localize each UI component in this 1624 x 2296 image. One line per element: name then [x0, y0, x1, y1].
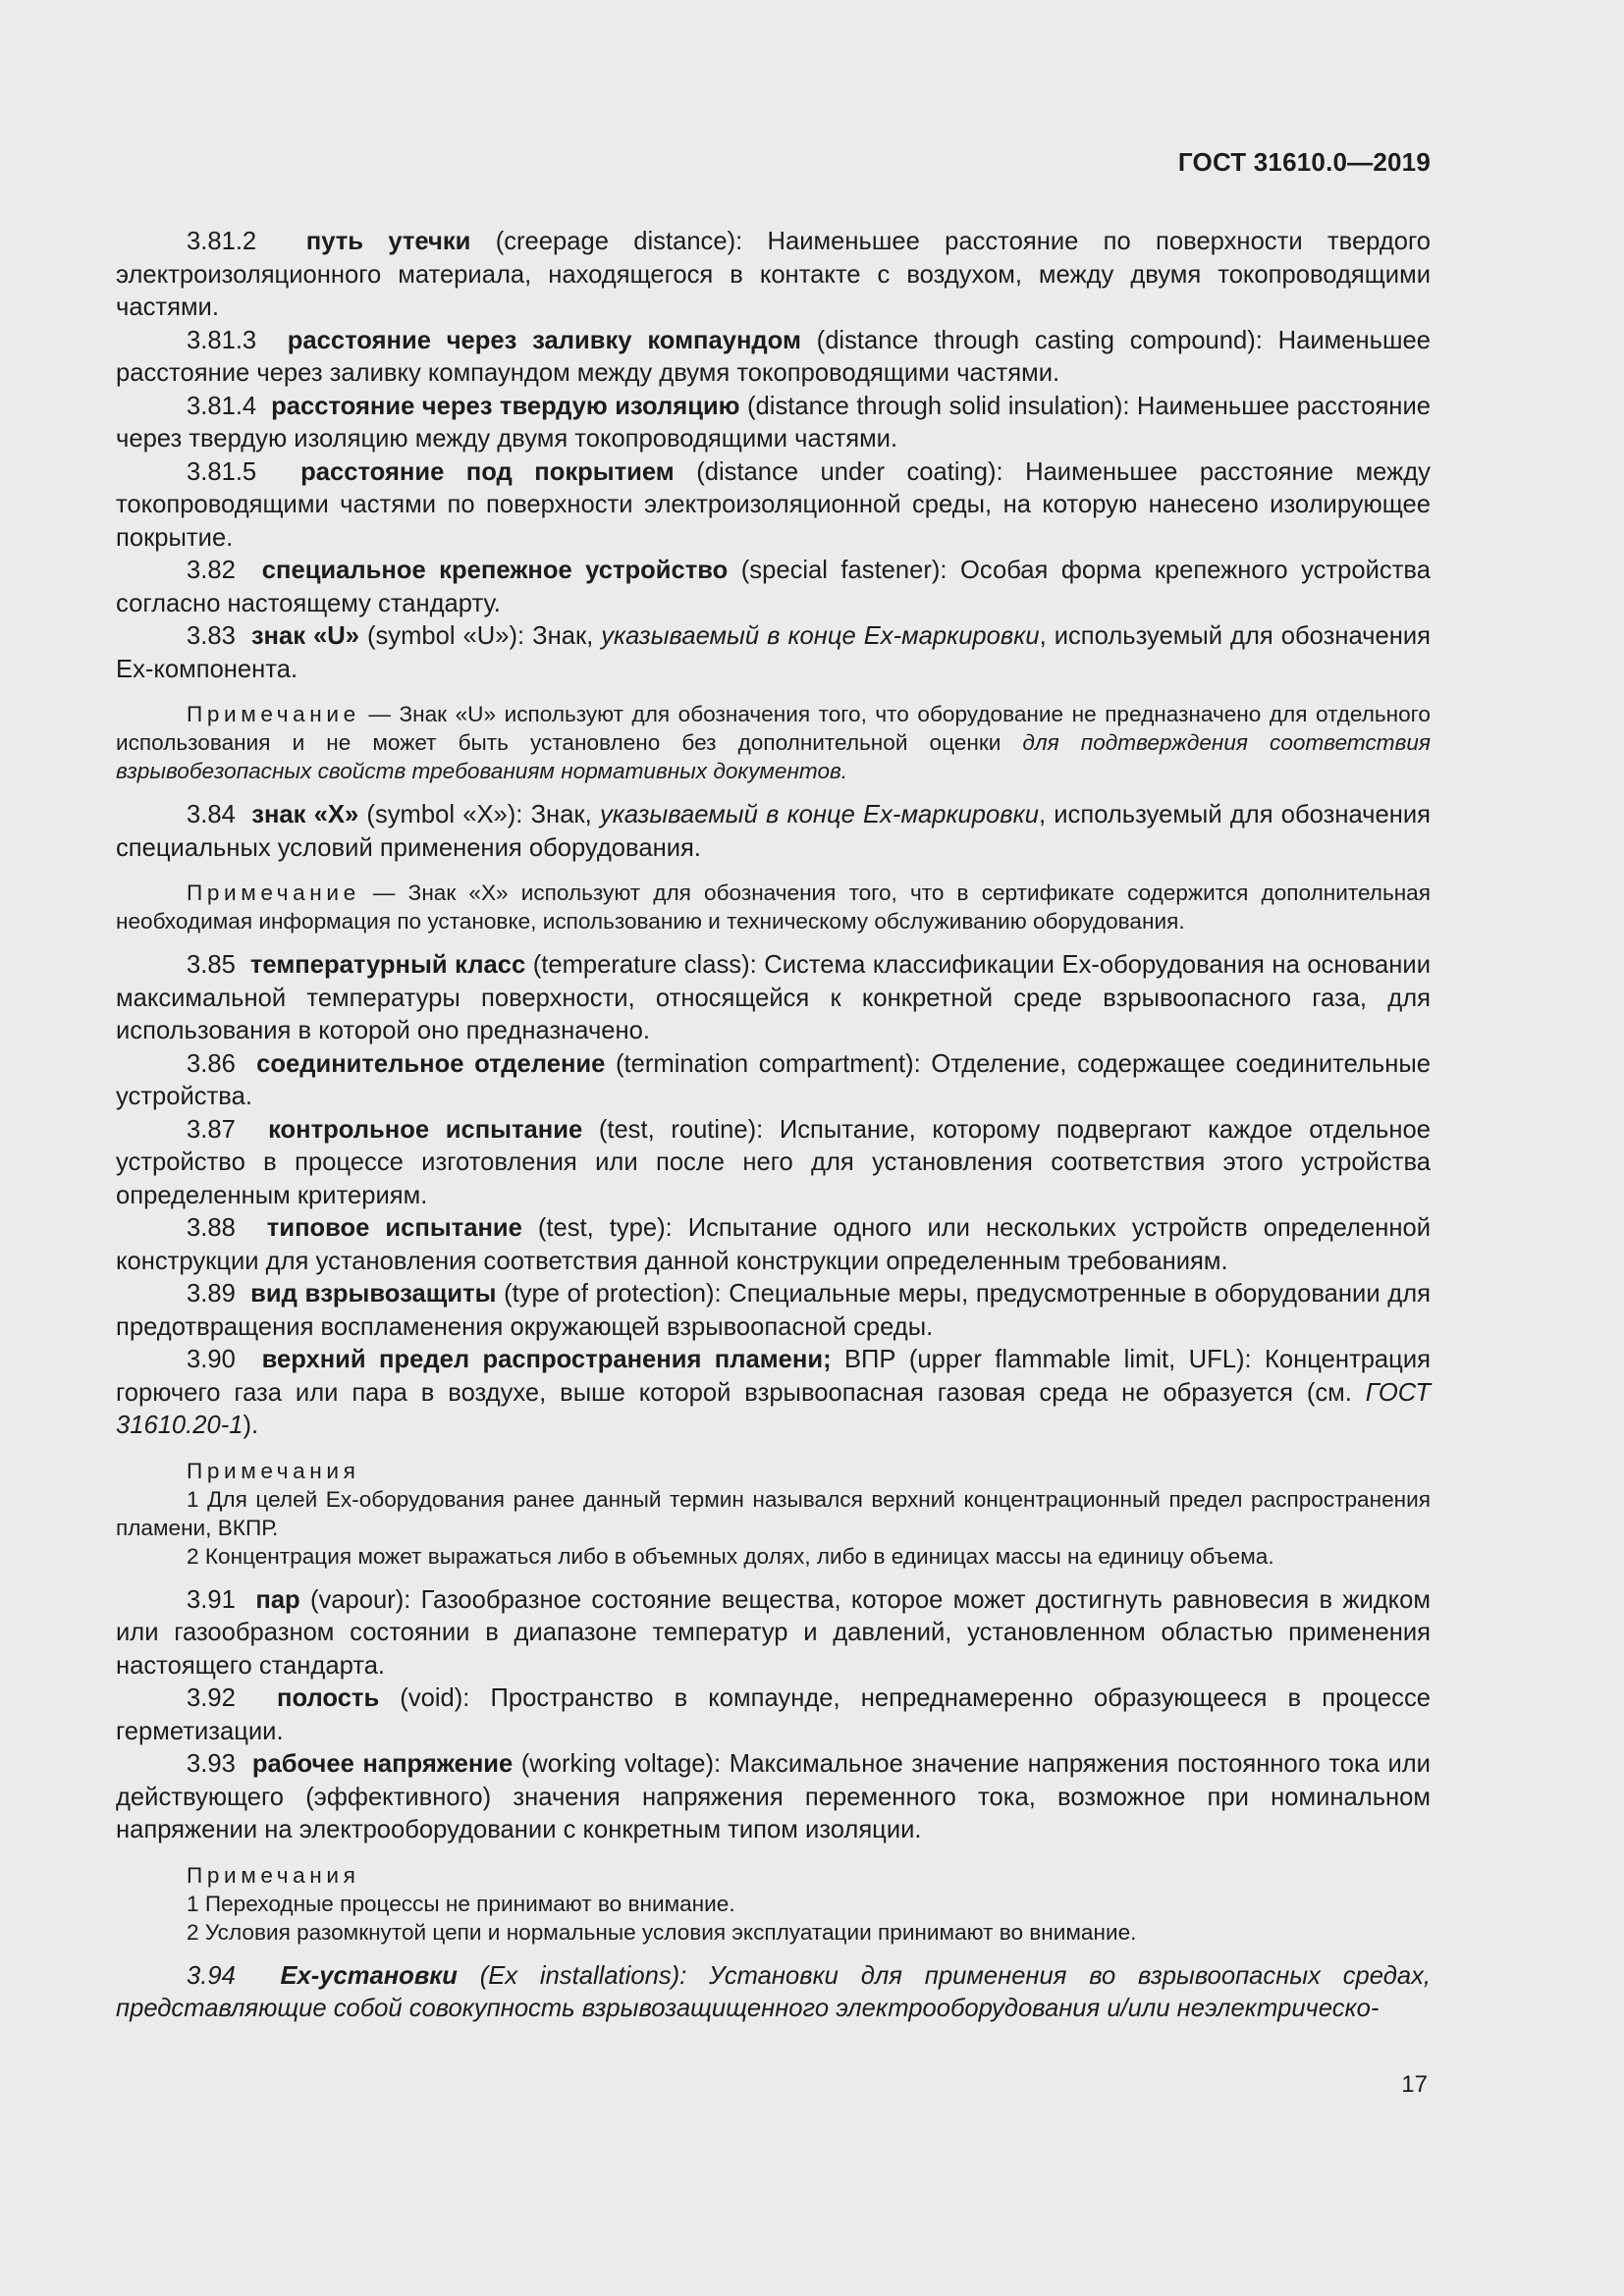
notes-label: Примечания: [187, 1862, 360, 1888]
definition-3-82: 3.82 специальное крепежное устройство (special fastener): Особая форма крепежного устройства согласно настоящему стандарту.: [116, 557, 1431, 617]
definition-3-81-5: 3.81.5 расстояние под покрытием (distance under coating): Наименьшее расстояние между токопроводящими частями по поверхности электроизоляционной среды, на которую нанесено изолирующее покрытие.: [116, 457, 1431, 552]
note-item: 2 Концентрация может выражаться либо в объемных долях, либо в единицах массы на единицу объема.: [187, 1543, 1274, 1569]
definition-3-88: 3.88 типовое испытание (test, type): Испытание одного или нескольких устройств определенной конструкции для установления соответствия данной конструкции определенным требованиям.: [116, 1214, 1431, 1275]
standard-header: ГОСТ 31610.0—2019: [1177, 147, 1431, 177]
definition-3-84: 3.84 знак «X» (symbol «X»): Знак, указываемый в конце Ex-маркировки, используемый для обозначения специальных условий применения оборудования.: [116, 801, 1431, 862]
definition-3-89: 3.89 вид взрывозащиты (type of protection): Специальные меры, предусмотренные в оборудовании для предотвращения воспламенения окружающей взрывоопасной среды.: [116, 1280, 1431, 1341]
definition-3-81-4: 3.81.4 расстояние через твердую изоляцию (distance through solid insulation): Наименьшее расстояние через твердую изоляцию между двумя токопроводящими частями.: [116, 392, 1431, 453]
notes-label: Примечания: [187, 1458, 360, 1483]
definition-3-87: 3.87 контрольное испытание (test, routine): Испытание, которому подвергают каждое отдельное устройство в процессе изготовления или после него для установления соответствия этого устройства определенным критериям.: [116, 1115, 1431, 1209]
note-item: 2 Условия разомкнутой цепи и нормальные условия эксплуатации принимают во внимание.: [187, 1919, 1137, 1945]
definition-3-93: 3.93 рабочее напряжение (working voltage): Максимальное значение напряжения постоянного тока или действующего (эффективного) значения напряжения переменного тока, возможное при номинальном напряжении на электрооборудовании с конкретным типом изоляции.: [116, 1750, 1431, 1843]
definition-3-81-2: 3.81.2 путь утечки (creepage distance): Наименьшее расстояние по поверхности твердого электроизоляционного материала, находящегося в контакте с воздухом, между двумя токопроводящими частями.: [116, 228, 1431, 321]
definition-3-92: 3.92 полость (void): Пространство в компаунде, непреднамеренно образующееся в процессе герметизации.: [116, 1684, 1431, 1745]
definition-3-83: 3.83 знак «U» (symbol «U»): Знак, указываемый в конце Ex-маркировки, используемый для обозначения Ex-компонента.: [116, 622, 1431, 683]
notes-ufl: [116, 1457, 1431, 1571]
definition-3-81-3: 3.81.3 расстояние через заливку компаундом (distance through casting compound): Наименьшее расстояние через заливку компаундом между двумя токопроводящими частями.: [116, 326, 1431, 387]
note-item: 1 Для целей Ex-оборудования ранее данный термин назывался верхний концентрационный предел распространения пламени, ВКПР.: [116, 1486, 1431, 1540]
document-body: [116, 226, 1431, 2026]
definition-3-91: 3.91 пар (vapour): Газообразное состояние вещества, которое может достигнуть равновесия в жидком или газообразном состоянии в диапазоне температур и давлений, установленном областью применения настоящего стандарта.: [116, 1585, 1431, 1680]
definition-3-86: 3.86 соединительное отделение (termination compartment): Отделение, содержащее соединительные устройства.: [116, 1049, 1431, 1110]
note-symbol-x: Примечание — Знак «X» используют для обозначения того, что в сертификате содержится дополнительная необходимая информация по установке, использованию и техническому обслуживанию оборудования.: [116, 881, 1431, 934]
notes-working-voltage: [116, 1861, 1431, 1947]
definition-3-85: 3.85 температурный класс (temperature class): Система классификации Ex-оборудования на основании максимальной температуры поверхности, относящейся к конкретной среде взрывоопасного газа, для использования в которой оно предназначено.: [116, 951, 1431, 1044]
definition-3-94: 3.94 Ex-установки (Ex installations): Установки для применения во взрывоопасных средах, представляющие собой совокупность взрывозащищенного электрооборудования и/или неэлектрическо-: [116, 1961, 1431, 2022]
note-item: 1 Переходные процессы не принимают во внимание.: [187, 1891, 735, 1916]
definition-3-90: 3.90 верхний предел распространения пламени; ВПР (upper flammable limit, UFL): Концентрация горючего газа или пара в воздухе, выше которой взрывоопасная газовая среда не образуется (см. ГОСТ 31610.20-1).: [116, 1346, 1431, 1439]
page-number: 17: [1401, 2071, 1428, 2098]
note-symbol-u: Примечание — Знак «U» используют для обозначения того, что оборудование не предназначено для отдельного использования и не может быть установлено без дополнительной оценки для подтверждения соответствия взрывобезопасных свойств требованиям нормативных документов.: [116, 702, 1432, 783]
